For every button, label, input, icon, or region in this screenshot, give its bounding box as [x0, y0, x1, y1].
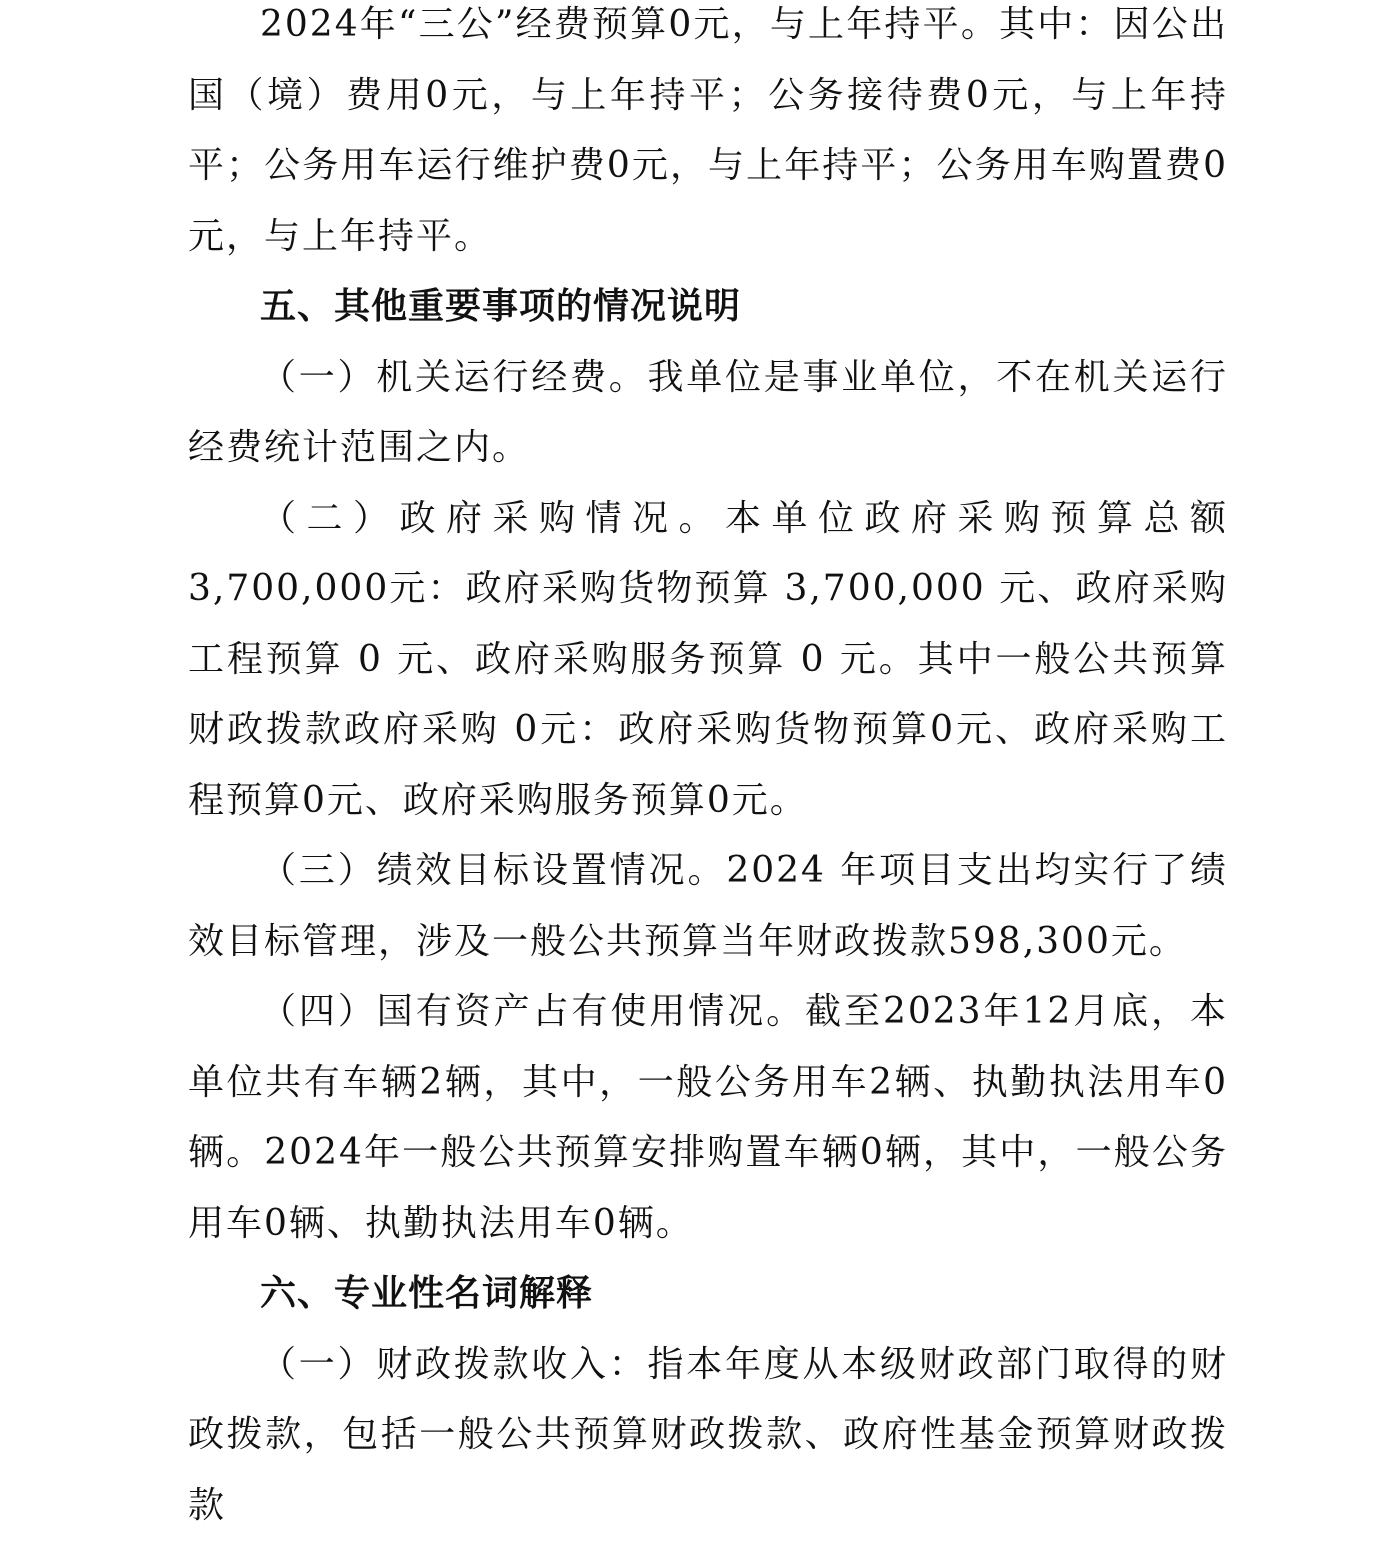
- paragraph-fiscal-appropriation-income: （一）财政拨款收入：指本年度从本级财政部门取得的财政拨款，包括一般公共预算财政拨款、政府性基金预算财政拨款: [188, 1330, 1228, 1541]
- paragraph-state-assets: （四）国有资产占有使用情况。截至2023年12月底，本单位共有车辆2辆，其中，一般公务用车2辆、执勤执法用车0辆。2024年一般公共预算安排购置车辆0辆，其中，一般公务用车0辆、执勤执法用车0辆。: [188, 977, 1228, 1259]
- paragraph-performance-targets: （三）绩效目标设置情况。2024 年项目支出均实行了绩效目标管理，涉及一般公共预算当年财政拨款598,300元。: [188, 836, 1228, 977]
- paragraph-government-procurement: （二）政府采购情况。本单位政府采购预算总额 3,700,000元：政府采购货物预算 3,700,000 元、政府采购工程预算 0 元、政府采购服务预算 0 元。其中一般公共预算财政拨款政府采购 0元：政府采购货物预算0元、政府采购工程预算0元、政府采购服务预算0元。: [188, 484, 1228, 837]
- document-page: [188, 0, 1228, 1541]
- section-heading-glossary: 六、专业性名词解释: [188, 1259, 1228, 1330]
- paragraph-sangong-budget: 2024年“三公”经费预算0元，与上年持平。其中：因公出国（境）费用0元，与上年持平；公务接待费0元，与上年持平；公务用车运行维护费0元，与上年持平；公务用车购置费0元，与上年持平。: [188, 0, 1228, 272]
- paragraph-agency-operating-costs: （一）机关运行经费。我单位是事业单位，不在机关运行经费统计范围之内。: [188, 343, 1228, 484]
- section-heading-other-matters: 五、其他重要事项的情况说明: [188, 272, 1228, 343]
